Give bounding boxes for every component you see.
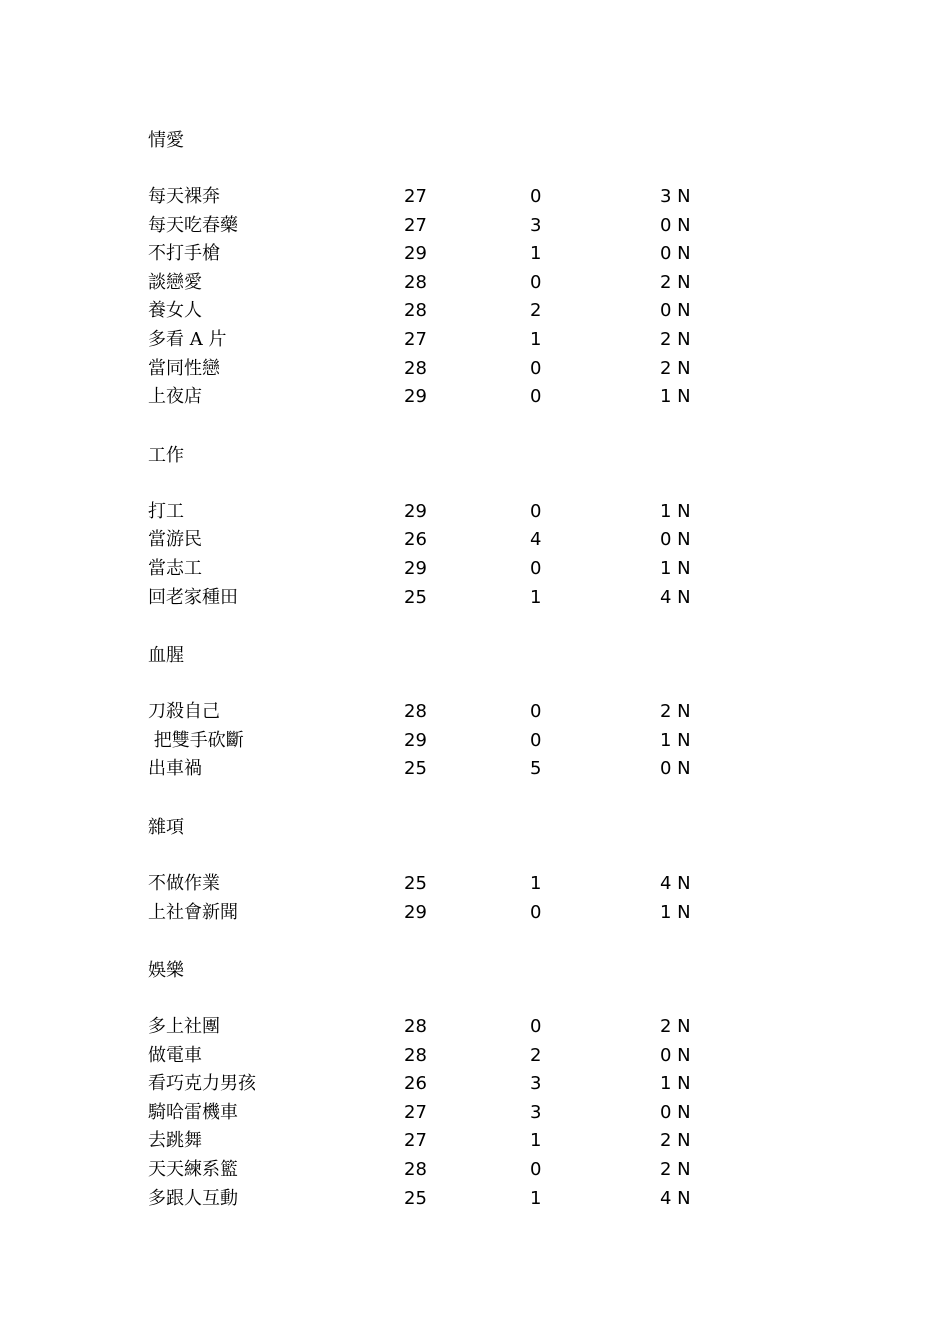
row-value-c: 0 N xyxy=(660,758,691,780)
section xyxy=(148,641,848,813)
row-value-c: 1 N xyxy=(660,729,691,751)
row-value-a: 27 xyxy=(404,328,427,350)
row-value-b: 0 xyxy=(530,701,542,723)
table-row xyxy=(148,212,848,241)
row-value-c: 2 N xyxy=(660,328,691,350)
row-value-a: 29 xyxy=(404,500,427,522)
row-value-a: 25 xyxy=(404,586,427,608)
row-value-a: 27 xyxy=(404,1101,427,1123)
row-value-b: 0 xyxy=(530,271,542,293)
table-row xyxy=(148,526,848,555)
table-row xyxy=(148,727,848,756)
row-value-c: 1 N xyxy=(660,1073,691,1095)
section-gap xyxy=(148,612,848,641)
row-value-b: 1 xyxy=(530,872,542,894)
row-label: 出車禍 xyxy=(148,758,202,780)
row-label: 多上社團 xyxy=(148,1016,220,1038)
row-value-a: 27 xyxy=(404,1130,427,1152)
section-list xyxy=(148,126,848,1213)
row-value-b: 2 xyxy=(530,300,542,322)
section xyxy=(148,956,848,1213)
row-value-b: 1 xyxy=(530,243,542,265)
row-value-b: 0 xyxy=(530,500,542,522)
table-row xyxy=(148,870,848,899)
row-value-c: 4 N xyxy=(660,586,691,608)
row-label: 養女人 xyxy=(148,300,202,322)
row-value-c: 2 N xyxy=(660,701,691,723)
row-value-c: 1 N xyxy=(660,557,691,579)
row-value-b: 0 xyxy=(530,729,542,751)
row-label: 回老家種田 xyxy=(148,586,238,608)
section xyxy=(148,126,848,441)
table-row xyxy=(148,1099,848,1128)
row-label: 談戀愛 xyxy=(148,271,202,293)
section-spacer xyxy=(148,985,848,1013)
row-label: 多看 A 片 xyxy=(148,328,227,350)
table-row xyxy=(148,1185,848,1214)
document-body xyxy=(148,126,848,1213)
row-value-c: 3 N xyxy=(660,186,691,207)
section-gap xyxy=(148,927,848,956)
row-value-a: 28 xyxy=(404,1159,427,1181)
section-gap xyxy=(148,412,848,441)
row-value-b: 4 xyxy=(530,529,542,551)
table-row xyxy=(148,269,848,298)
row-label: 當同性戀 xyxy=(148,357,220,379)
section-gap xyxy=(148,784,848,813)
row-value-c: 2 N xyxy=(660,1159,691,1181)
row-value-c: 0 N xyxy=(660,300,691,322)
table-row xyxy=(148,297,848,326)
table-row xyxy=(148,1042,848,1071)
row-value-b: 3 xyxy=(530,1073,542,1095)
row-label: 每天吃春藥 xyxy=(148,214,238,236)
row-value-a: 29 xyxy=(404,243,427,265)
row-value-a: 26 xyxy=(404,529,427,551)
table-row xyxy=(148,584,848,613)
row-value-c: 2 N xyxy=(660,1130,691,1152)
row-value-b: 0 xyxy=(530,901,542,923)
row-value-b: 0 xyxy=(530,1159,542,1181)
table-row xyxy=(148,355,848,384)
row-label: 當志工 xyxy=(148,557,202,579)
row-value-b: 0 xyxy=(530,186,542,207)
table-row xyxy=(148,326,848,355)
row-value-b: 1 xyxy=(530,328,542,350)
row-value-b: 3 xyxy=(530,1101,542,1123)
row-value-a: 28 xyxy=(404,271,427,293)
row-value-a: 28 xyxy=(404,300,427,322)
section-title: 工作 xyxy=(148,444,184,466)
row-value-a: 28 xyxy=(404,1044,427,1066)
row-value-a: 28 xyxy=(404,357,427,379)
row-label: 天天練系籃 xyxy=(148,1159,238,1181)
row-value-b: 1 xyxy=(530,586,542,608)
section-spacer xyxy=(148,670,848,698)
row-label: 每天裸奔 xyxy=(148,186,220,207)
row-value-c: 1 N xyxy=(660,500,691,522)
section xyxy=(148,813,848,956)
row-value-a: 29 xyxy=(404,557,427,579)
row-value-c: 1 N xyxy=(660,901,691,923)
table-row xyxy=(148,1013,848,1042)
row-value-b: 2 xyxy=(530,1044,542,1066)
row-value-b: 5 xyxy=(530,758,542,780)
section-spacer xyxy=(148,155,848,183)
row-value-b: 0 xyxy=(530,557,542,579)
table-row xyxy=(148,1156,848,1185)
row-value-c: 0 N xyxy=(660,1044,691,1066)
row-value-c: 0 N xyxy=(660,1101,691,1123)
section-title: 血腥 xyxy=(148,645,184,667)
section-title: 雜項 xyxy=(148,816,184,838)
row-label: 不打手槍 xyxy=(148,243,220,265)
row-value-c: 0 N xyxy=(660,243,691,265)
row-value-b: 3 xyxy=(530,214,542,236)
row-label: 把雙手砍斷 xyxy=(148,729,244,751)
row-label: 當游民 xyxy=(148,529,202,551)
row-value-a: 25 xyxy=(404,758,427,780)
section-title: 情愛 xyxy=(148,130,184,151)
row-value-a: 27 xyxy=(404,214,427,236)
row-value-c: 4 N xyxy=(660,872,691,894)
row-value-b: 0 xyxy=(530,357,542,379)
row-value-a: 27 xyxy=(404,186,427,207)
table-row xyxy=(148,755,848,784)
row-value-a: 29 xyxy=(404,386,427,408)
section-spacer xyxy=(148,470,848,498)
row-value-b: 1 xyxy=(530,1187,542,1209)
row-value-c: 1 N xyxy=(660,386,691,408)
row-label: 去跳舞 xyxy=(148,1130,202,1152)
row-value-a: 28 xyxy=(404,701,427,723)
row-label: 刀殺自己 xyxy=(148,701,220,723)
table-row xyxy=(148,1127,848,1156)
row-value-c: 4 N xyxy=(660,1187,691,1209)
section xyxy=(148,441,848,641)
row-value-a: 29 xyxy=(404,901,427,923)
table-row xyxy=(148,240,848,269)
section-spacer xyxy=(148,842,848,870)
table-row xyxy=(148,899,848,928)
row-label: 做電車 xyxy=(148,1044,202,1066)
row-label: 上夜店 xyxy=(148,386,202,408)
row-value-a: 25 xyxy=(404,872,427,894)
table-row xyxy=(148,698,848,727)
row-value-b: 0 xyxy=(530,1016,542,1038)
row-value-c: 0 N xyxy=(660,529,691,551)
table-row xyxy=(148,183,848,212)
row-label: 打工 xyxy=(148,500,184,522)
row-value-b: 0 xyxy=(530,386,542,408)
section-title: 娛樂 xyxy=(148,960,184,982)
row-value-a: 29 xyxy=(404,729,427,751)
table-row xyxy=(148,1070,848,1099)
row-label: 上社會新聞 xyxy=(148,901,238,923)
table-row xyxy=(148,555,848,584)
row-label: 多跟人互動 xyxy=(148,1187,238,1209)
row-value-a: 28 xyxy=(404,1016,427,1038)
row-value-c: 0 N xyxy=(660,214,691,236)
row-value-c: 2 N xyxy=(660,357,691,379)
row-value-a: 25 xyxy=(404,1187,427,1209)
row-value-c: 2 N xyxy=(660,271,691,293)
row-label: 騎哈雷機車 xyxy=(148,1101,238,1123)
row-label: 看巧克力男孩 xyxy=(148,1073,256,1095)
row-value-c: 2 N xyxy=(660,1016,691,1038)
row-value-a: 26 xyxy=(404,1073,427,1095)
row-value-b: 1 xyxy=(530,1130,542,1152)
table-row xyxy=(148,498,848,527)
table-row xyxy=(148,383,848,412)
row-label: 不做作業 xyxy=(148,872,220,894)
